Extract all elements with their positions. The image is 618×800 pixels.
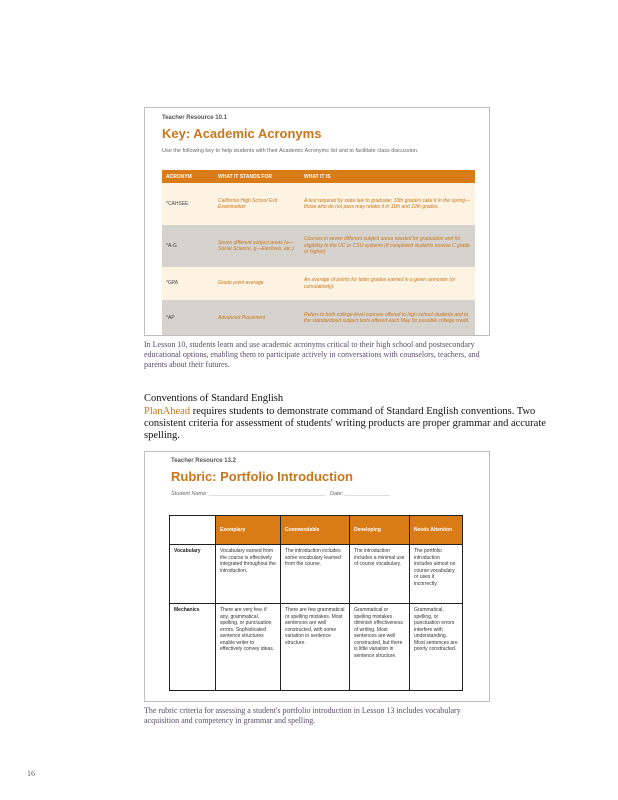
figure-title: Rubric: Portfolio Introduction bbox=[171, 469, 353, 484]
rubric-cell: The introduction includes some vocabulary learned from the course. bbox=[281, 545, 350, 604]
rubric-cell: The introduction includes a minimal use of course vocabulary. bbox=[350, 545, 410, 604]
acronym-cell: *AP bbox=[162, 300, 214, 336]
rubric-cell: There are very few, if any, grammatical, spelling, or punctuation errors. Sophisticated sentence structures enable writer to effectively convey ideas. bbox=[216, 604, 281, 691]
rubric-cell: Grammatical, spelling, or punctuation errors interfere with understanding. Most sentences are poorly constructed. bbox=[410, 604, 463, 691]
column-header: Needs Attention bbox=[410, 516, 463, 545]
rubric-table bbox=[169, 515, 463, 691]
definition-cell: A test required by state law to graduate; 10th graders take it in the spring—those who do not pass may retake it in 11th and 12th grades. bbox=[300, 183, 475, 225]
table-header-row bbox=[170, 516, 463, 545]
resource-label: Teacher Resource 10.1 bbox=[162, 115, 227, 121]
stands-for-cell: Grade point average bbox=[214, 267, 300, 300]
table-row bbox=[170, 545, 463, 604]
column-header: WHAT IT STANDS FOR bbox=[214, 170, 300, 183]
acronyms-table bbox=[162, 170, 475, 336]
stands-for-cell: Advanced Placement bbox=[214, 300, 300, 336]
figure-title: Key: Academic Acronyms bbox=[162, 126, 322, 141]
column-header bbox=[170, 516, 216, 545]
date-label: Date: _______________ bbox=[330, 491, 391, 497]
table-row bbox=[162, 267, 475, 300]
table-row bbox=[162, 183, 475, 225]
column-header: ACRONYM bbox=[162, 170, 214, 183]
table-row bbox=[162, 300, 475, 336]
column-header: Commendable bbox=[281, 516, 350, 545]
student-info-line bbox=[171, 491, 391, 497]
definition-cell: Refers to both college-level courses offered to high school students and to the standardized subject tests offered each May for possible college credit. bbox=[300, 300, 475, 336]
acronyms-figure bbox=[144, 107, 490, 336]
figure-caption: The rubric criteria for assessing a student's portfolio introduction in Lesson 13 includes vocabulary acquisition and competency in grammar and spelling. bbox=[144, 706, 461, 725]
table-row bbox=[162, 225, 475, 267]
acronym-cell: *GPA bbox=[162, 267, 214, 300]
rubric-cell: The portfolio introduction includes almost no course vocabulary or uses it incorrectly. bbox=[410, 545, 463, 604]
stands-for-cell: California High School Exit Examination bbox=[214, 183, 300, 225]
brand-name: PlanAhead bbox=[144, 406, 191, 417]
page-number: 16 bbox=[27, 769, 35, 778]
column-header: Developing bbox=[350, 516, 410, 545]
figure-caption: In Lesson 10, students learn and use academic acronyms critical to their high school and postsecondary educational options, enabling them to participate actively in conversations with counselors, teachers, and parents about their futures. bbox=[144, 340, 480, 369]
column-header: WHAT IT IS bbox=[300, 170, 475, 183]
figure-intro: Use the following key to help students with their Academic Acronyms list and to facilitate class discussion. bbox=[162, 148, 419, 154]
body-text: requires students to demonstrate command of Standard English conventions. Two consistent criteria for assessment of students' writing products are proper grammar and accurate spelling. bbox=[144, 406, 546, 441]
criterion-cell: Mechanics bbox=[170, 604, 216, 691]
rubric-cell: There are few grammatical or spelling mistakes. Most sentences are well constructed, with some variation in sentence structure. bbox=[281, 604, 350, 691]
table-row bbox=[170, 604, 463, 691]
definition-cell: Courses in seven different subject areas needed for graduation and for eligibility to the UC or CSU systems (if completed students receive C grade or higher). bbox=[300, 225, 475, 267]
student-name-label: Student Name: ______________________________________ bbox=[171, 491, 326, 497]
rubric-cell: Vocabulary earned from the course is effectively integrated throughout the introduction. bbox=[216, 545, 281, 604]
table-header-row bbox=[162, 170, 475, 183]
body-paragraph bbox=[144, 406, 564, 442]
acronym-cell: *A-G bbox=[162, 225, 214, 267]
stands-for-cell: Seven different subject areas (a—Social Science, g—Electives, etc.) bbox=[214, 225, 300, 267]
resource-label: Teacher Resource 13.2 bbox=[171, 458, 236, 464]
column-header: Exemplary bbox=[216, 516, 281, 545]
rubric-cell: Grammatical or spelling mistakes diminish effectiveness of writing. Most sentences are well constructed, but there is little variation in sentence structure. bbox=[350, 604, 410, 691]
section-heading: Conventions of Standard English bbox=[144, 393, 284, 404]
rubric-figure bbox=[144, 451, 490, 702]
criterion-cell: Vocabulary bbox=[170, 545, 216, 604]
acronym-cell: *CAHSEE bbox=[162, 183, 214, 225]
definition-cell: An average of points for letter grades earned in a given semester (or cumulatively). bbox=[300, 267, 475, 300]
